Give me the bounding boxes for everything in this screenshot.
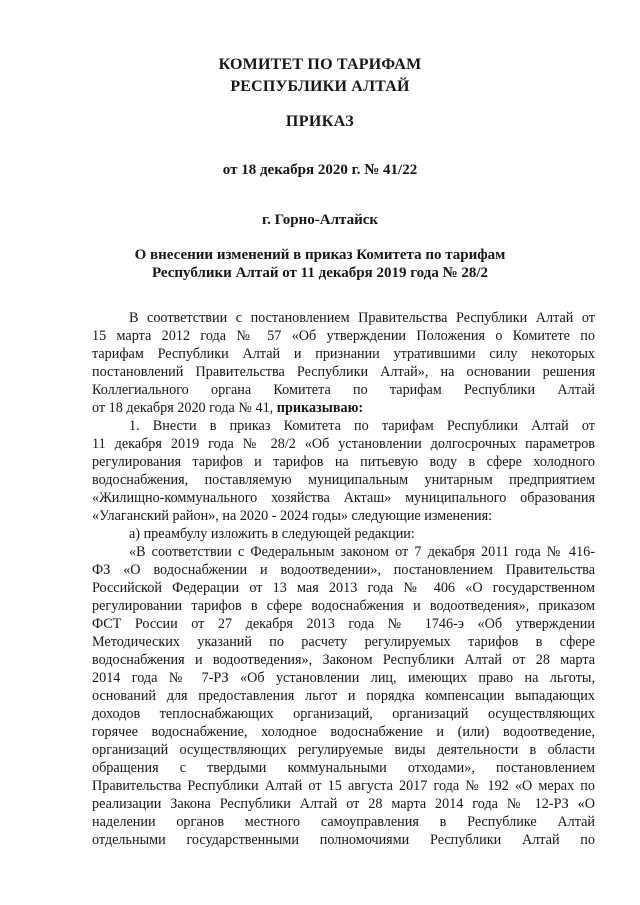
document-subject-line1: О внесении изменений в приказ Комитета по тарифам bbox=[134, 247, 506, 263]
body-line: «В соответствии с Федеральным законом от 7 декабря 2011 года № 416- bbox=[129, 544, 595, 560]
body-line bbox=[92, 399, 363, 417]
body-line: доходов теплоснабжающих организаций, организаций осуществляющих bbox=[92, 706, 595, 722]
body-line: а) преамбулу изложить в следующей редакции: bbox=[129, 526, 415, 542]
body-line: обращения с твердыми коммунальными отходами», постановлением bbox=[92, 760, 595, 776]
document-subject-line2: Республики Алтай от 11 декабря 2019 года № 28/2 bbox=[151, 265, 489, 281]
body-line: ФСТ России от 27 декабря 2013 года № 1746-э «Об утверждении bbox=[92, 616, 595, 632]
body-text: от 18 декабря 2020 года № 41, bbox=[92, 400, 274, 416]
body-line: 11 декабря 2019 года № 28/2 «Об установлении долгосрочных параметров bbox=[92, 436, 595, 452]
document-place: г. Горно-Алтайск bbox=[261, 212, 379, 228]
body-line: Правительства Республики Алтай от 15 августа 2017 года № 192 «О мерах по bbox=[92, 778, 595, 794]
body-line: Российской Федерации от 13 мая 2013 года № 406 «О государственном bbox=[92, 580, 595, 596]
order-keyword: приказываю: bbox=[276, 400, 364, 416]
body-line: отдельными государственными полномочиями Республики Алтай по bbox=[92, 832, 595, 848]
document-type: ПРИКАЗ bbox=[285, 113, 355, 130]
body-line: Коллегиального органа Комитета по тарифам Республики Алтай bbox=[92, 382, 595, 398]
body-line: тарифам Республики Алтай и признании утратившими силу некоторых bbox=[92, 346, 595, 362]
body-line: 2014 года № 7-РЗ «Об установлении лиц, имеющих право на льготы, bbox=[92, 670, 595, 686]
body-line: регулирования тарифов и тарифов на питьевую воду в сфере холодного bbox=[92, 454, 595, 470]
body-line: водоснабжения и водоотведения», Законом Республики Алтай от 28 марта bbox=[92, 652, 595, 668]
body-line: водоснабжения, поставляемую муниципальным унитарным предприятием bbox=[92, 472, 595, 488]
body-line: В соответствии с постановлением Правительства Республики Алтай от bbox=[129, 310, 595, 326]
body-line: наделении органов местного самоуправления в Республике Алтай bbox=[92, 814, 595, 830]
body-line: Методических указаний по расчету регулируемых тарифов в сфере bbox=[92, 634, 595, 650]
body-line: оснований для предоставления льгот и порядка компенсации выпадающих bbox=[92, 688, 595, 704]
body-line: 1. Внести в приказ Комитета по тарифам Республики Алтай от bbox=[129, 418, 595, 434]
document-date-number: от 18 декабря 2020 г. № 41/22 bbox=[222, 162, 418, 178]
body-line: реализации Закона Республики Алтай от 28 марта 2014 года № 12-РЗ «О bbox=[92, 796, 595, 812]
body-line: горячее водоснабжение, холодное водоснабжение и (или) водоотведение, bbox=[92, 724, 595, 740]
body-line: регулировании тарифов в сфере водоснабжения и водоотведения», приказом bbox=[92, 598, 595, 614]
org-name-line2: РЕСПУБЛИКИ АЛТАЙ bbox=[230, 78, 410, 95]
org-name-line1: КОМИТЕТ ПО ТАРИФАМ bbox=[218, 56, 422, 73]
body-line: постановлений Правительства Республики Алтай», на основании решения bbox=[92, 364, 595, 380]
body-line: ФЗ «О водоснабжении и водоотведении», постановлением Правительства bbox=[92, 562, 595, 578]
body-line: «Жилищно-коммунального хозяйства Акташ» муниципального образования bbox=[92, 490, 595, 506]
body-line: «Улаганский район», на 2020 - 2024 годы» следующие изменения: bbox=[92, 508, 493, 524]
body-line: организаций осуществляющих регулируемые виды деятельности в области bbox=[92, 742, 595, 758]
body-line: 15 марта 2012 года № 57 «Об утверждении Положения о Комитете по bbox=[92, 328, 595, 344]
